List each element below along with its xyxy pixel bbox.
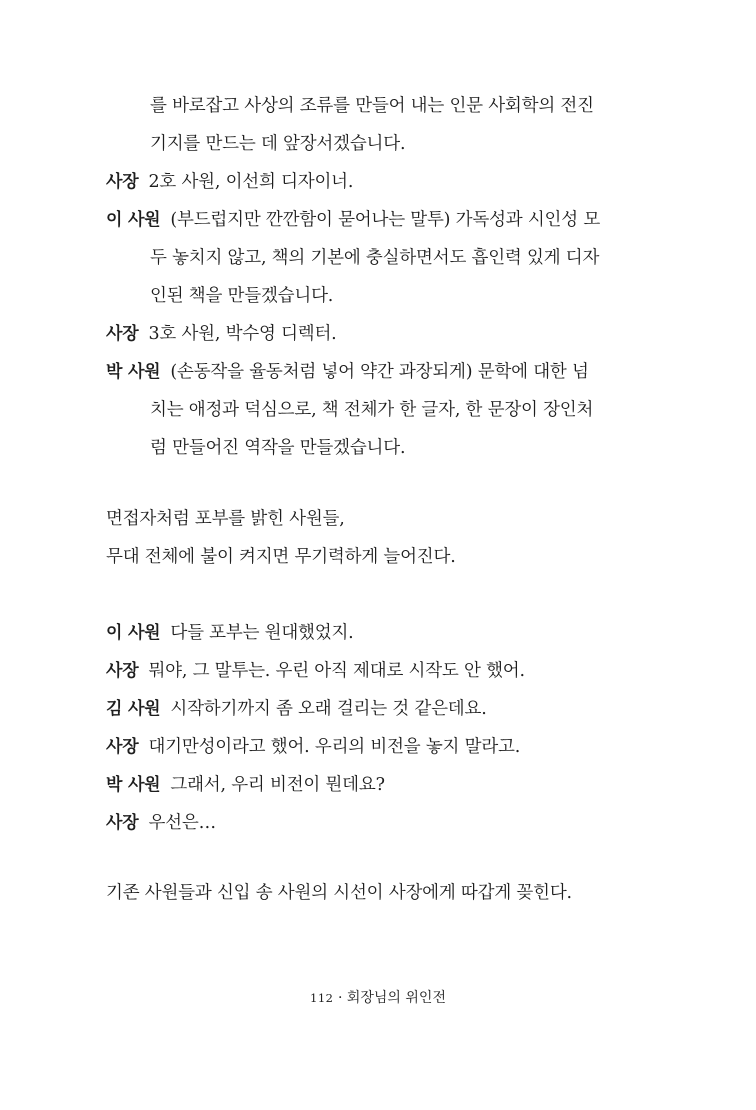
line-text: (부드럽지만 깐깐함이 묻어나는 말투) 가독성과 시인성 모 bbox=[170, 210, 601, 230]
dialogue-line bbox=[106, 690, 487, 728]
text-line bbox=[150, 239, 599, 277]
footer-separator: · bbox=[337, 990, 343, 1006]
speaker-name: 이 사원 bbox=[106, 623, 161, 643]
line-text: 우선은… bbox=[148, 813, 216, 833]
line-text: 뭐야, 그 말투는. 우린 아직 제대로 시작도 안 했어. bbox=[148, 661, 525, 681]
stage-direction bbox=[106, 874, 572, 912]
line-text: 다들 포부는 원대했었지. bbox=[170, 623, 354, 643]
line-text: 기지를 만드는 데 앞장서겠습니다. bbox=[150, 134, 406, 154]
dialogue-line bbox=[106, 353, 589, 391]
speaker-name: 사장 bbox=[106, 172, 139, 192]
speaker-name: 사장 bbox=[106, 324, 139, 344]
speaker-name: 사장 bbox=[106, 813, 139, 833]
line-text: 시작하기까지 좀 오래 걸리는 것 같은데요. bbox=[170, 699, 487, 719]
stage-direction bbox=[106, 500, 345, 538]
text-line bbox=[150, 87, 594, 125]
speaker-name: 박 사원 bbox=[106, 775, 161, 795]
line-text: (손동작을 율동처럼 넣어 약간 과장되게) 문학에 대한 넘 bbox=[170, 362, 589, 382]
dialogue-line bbox=[106, 728, 520, 766]
text-line bbox=[150, 391, 593, 429]
line-text: 면접자처럼 포부를 밝힌 사원들, bbox=[106, 509, 345, 529]
dialogue-line bbox=[106, 315, 337, 353]
line-text: 치는 애정과 덕심으로, 책 전체가 한 글자, 한 문장이 장인처 bbox=[150, 400, 594, 420]
line-text: 기존 사원들과 신입 송 사원의 시선이 사장에게 따갑게 꽂힌다. bbox=[106, 883, 572, 903]
book-title: 회장님의 위인전 bbox=[346, 990, 446, 1006]
speaker-name: 박 사원 bbox=[106, 362, 161, 382]
dialogue-line bbox=[106, 766, 385, 804]
stage-direction bbox=[106, 538, 456, 576]
line-text: 럼 만들어진 역작을 만들겠습니다. bbox=[150, 438, 406, 458]
line-text: 3호 사원, 박수영 디렉터. bbox=[148, 324, 337, 344]
line-text: 대기만성이라고 했어. 우리의 비전을 놓지 말라고. bbox=[148, 737, 521, 757]
text-line bbox=[150, 429, 405, 467]
line-text: 인된 책을 만들겠습니다. bbox=[150, 286, 334, 306]
dialogue-line bbox=[106, 614, 354, 652]
page-footer bbox=[0, 984, 756, 1012]
speaker-name: 사장 bbox=[106, 737, 139, 757]
dialogue-line bbox=[106, 201, 600, 239]
line-text: 무대 전체에 불이 켜지면 무기력하게 늘어진다. bbox=[106, 547, 456, 567]
text-line bbox=[150, 277, 333, 315]
line-text: 2호 사원, 이선희 디자이너. bbox=[148, 172, 354, 192]
dialogue-line bbox=[106, 652, 525, 690]
speaker-name: 이 사원 bbox=[106, 210, 161, 230]
speaker-name: 김 사원 bbox=[106, 699, 161, 719]
text-line bbox=[150, 125, 405, 163]
page-number: 112 bbox=[310, 991, 334, 1005]
line-text: 그래서, 우리 비전이 뭔데요? bbox=[170, 775, 385, 795]
line-text: 를 바로잡고 사상의 조류를 만들어 내는 인문 사회학의 전진 bbox=[150, 96, 594, 116]
speaker-name: 사장 bbox=[106, 661, 139, 681]
dialogue-line bbox=[106, 163, 353, 201]
line-text: 두 놓치지 않고, 책의 기본에 충실하면서도 흡인력 있게 디자 bbox=[150, 248, 600, 268]
dialogue-line bbox=[106, 804, 216, 842]
